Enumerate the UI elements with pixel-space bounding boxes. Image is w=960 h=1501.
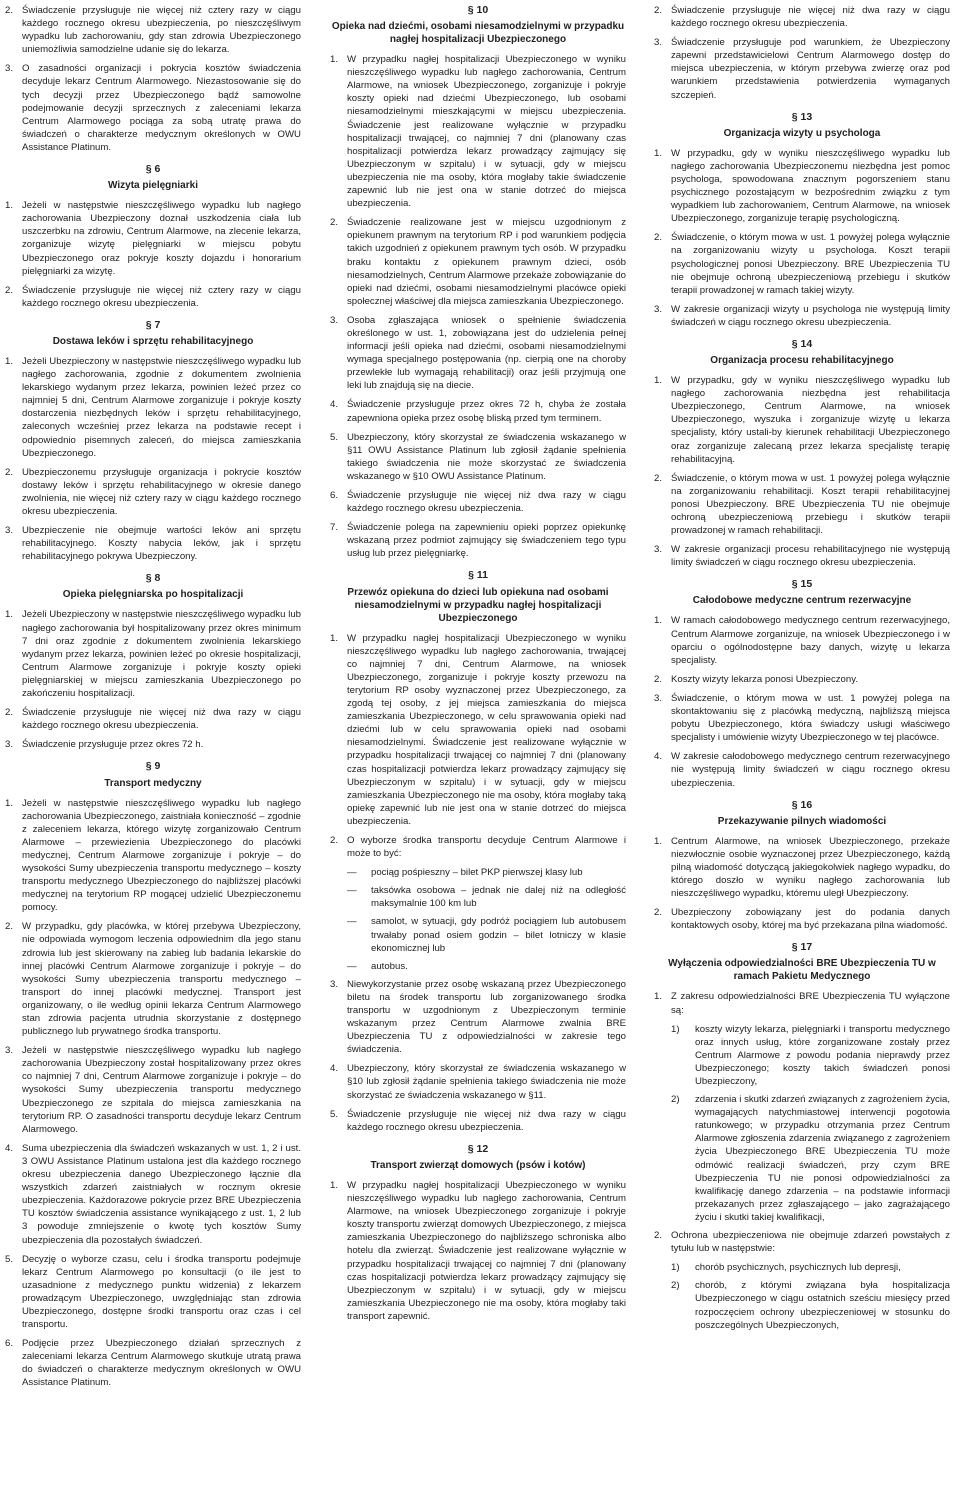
- item-number: 1.: [330, 632, 339, 644]
- list-item: [5, 524, 301, 563]
- item-text: Świadczenie przysługuje nie więcej niż dwa razy w ciągu każdego rocznego okresu ubezpieczenia.: [22, 707, 301, 732]
- item-number: 2.: [654, 232, 663, 244]
- item-number: 4.: [5, 1142, 14, 1154]
- sub-item-text: koszty wizyty lekarza, pielęgniarki i transportu medycznego oraz innych usług, które zorganizowane zostały przez Centrum Alarmowe z powodu podania nieprawdy przez Ubezpieczonego; koszty takich świadczeń ponosi Ubezpieczony,: [695, 1023, 950, 1087]
- list-item: [654, 614, 950, 666]
- item-text: Ubezpieczenie nie obejmuje wartości leków ani sprzętu rehabilitacyjnego. Koszty nabycia leków, jak i sprzętu rehabilitacyjnego pokrywa Ubezpieczony.: [22, 525, 301, 563]
- item-text: Jeżeli w następstwie nieszczęśliwego wypadku lub nagłego zachorowania Ubezpieczonego, zaistniała konieczność – zgodnie z zaleceniem lekarza, którego wizytę zorganizowało Centrum Alarmowe – przewiezienia Ubezpieczonego do placówki medycznej, Centrum Alarmowe zorganizuje i pokryje – do wysokości Sumy ubezpieczenia transportu medycznego – koszty transportu medycznego Ubezpieczonego do najbliższej placówki medycznej na terytorium RP mogącej udzielić Ubezpieczonemu pomocy.: [22, 797, 301, 914]
- item-text: Świadczenie przysługuje pod warunkiem, że Ubezpieczony zapewni przedstawicielowi Centrum Alarmowego dostęp do miejsca ubezpieczenia, w którym przebywa zwierzę oraz pod warunkiem przedstawienia potwierdzenia wymaganych szczepień.: [671, 37, 950, 101]
- list-item: [330, 53, 626, 210]
- list-item: [330, 314, 626, 393]
- section-title: Wizyta pielęgniarki: [108, 180, 198, 192]
- dash-marker: —: [347, 960, 357, 972]
- item-number: 2.: [5, 5, 14, 16]
- item-text: Osoba zgłaszająca wniosek o spełnienie świadczenia określonego w ust. 1, zobowiązana jest do udzielenia pełnej informacji jeśli opieka nad dziećmi, osobami niesamodzielnymi wymaga specjalnego postępowania (np. cierpią one na choroby przewlekłe lub wymagają rehabilitacji) oraz jeśli przyjmują one leki lub znajdują się na diecie.: [347, 314, 626, 392]
- section-number: § 16: [791, 798, 813, 811]
- item-text: Świadczenie przysługuje nie więcej niż dwa razy w ciągu każdego rocznego okresu ubezpieczenia.: [347, 1108, 626, 1133]
- list-item: [330, 1108, 626, 1134]
- item-text: W przypadku nagłej hospitalizacji Ubezpieczonego w wyniku nieszczęśliwego wypadku lub nagłego zachorowania, Centrum Alarmowe, na wniosek Ubezpieczonego, zorganizuje i pokryje koszty opieki nad dziećmi Ubezpieczonego, lub osobami niesamodzielnymi mieszkającymi w miejscu ubezpieczenia. Świadczenie jest realizowane wyłącznie w przypadku hospitalizacji trwającej, co najmniej 7 dni (planowany czas hospitalizacji potwierdza lekarz prowadzący zajmujący się Ubezpieczonym w szpitalu) i w sytuacji, gdy w miejscu ubezpieczenia nie ma osoby, która mogłaby takie świadczenie zapewnić lub nie jest ona w stanie dotrzeć do miejsca ubezpieczenia.: [347, 54, 626, 210]
- dash-marker: —: [347, 916, 357, 928]
- list-item: [654, 750, 950, 789]
- sub-list-item: [671, 1023, 950, 1088]
- item-text: Ubezpieczony, który skorzystał ze świadczenia wskazanego w §10 lub zgłosił żądanie spełnienia takiego świadczenia nie może skorzystać ze świadczenia wskazanego w §11.: [347, 1063, 626, 1101]
- sub-item-number: 1): [671, 1262, 680, 1274]
- item-number: 2.: [330, 217, 339, 229]
- item-text: O zasadności organizacji i pokrycia kosztów świadczenia decyduje lekarz Centrum Alarmowego. Niezastosowanie się do tych decyzji przez Ubezpieczonego bądź samowolne podejmowanie decyzji sprzecznych z zaleceniami lekarza Centrum Alarmowego pociąga za sobą utratę prawa do świadczeń o charakterze medycznym określonych w OWU Assistance Platinum.: [22, 63, 301, 153]
- section-number: § 11: [468, 569, 488, 582]
- item-number: 1.: [654, 615, 663, 627]
- item-number: 6.: [5, 1338, 14, 1350]
- column-left: [5, 4, 301, 1396]
- item-number: 1.: [5, 355, 14, 367]
- sub-item-text: chorób psychicznych, psychicznych lub depresji,: [695, 1262, 901, 1274]
- item-text: Świadczenie przysługuje nie więcej niż cztery razy w ciągu każdego rocznego okresu ubezpieczenia, po nieszczęśliwym wypadku lub zachorowaniu, gdy stan zdrowia Ubezpieczonego uniemożliwia samodzielne udanie się do lekarza.: [22, 5, 301, 56]
- item-number: 3.: [330, 978, 339, 990]
- item-number: 2.: [5, 466, 14, 478]
- item-number: 2.: [654, 1230, 663, 1242]
- list-item: [5, 738, 301, 751]
- section-heading-13: [654, 111, 950, 140]
- item-text: Ubezpieczony zobowiązany jest do podania danych kontaktowych osoby, której ma być przekazana pilna wiadomość.: [671, 907, 950, 932]
- sub-list-item: [671, 1261, 950, 1274]
- column-right: [654, 4, 950, 1337]
- list-item: [5, 1044, 301, 1136]
- item-text: Niewykorzystanie przez osobę wskazaną przez Ubezpieczonego biletu na środek transportu lub zorganizowanego środka transportu w uzgodnionym z Ubezpieczonym terminie wskazanym przez Centrum Alarmowe zwalnia BRE Ubezpieczenia TU z odpowiedzialności w zakresie tego świadczenia.: [347, 978, 626, 1056]
- sub-item-number: 2): [671, 1094, 680, 1106]
- section-number: § 17: [791, 941, 813, 954]
- sub-list: [654, 1023, 950, 1224]
- item-text: Świadczenie przysługuje przez okres 72 h, chyba że została zapewniona opieka przez osobę bliską przed tym terminem.: [347, 399, 626, 424]
- item-number: 3.: [330, 314, 339, 326]
- section-number: § 6: [145, 163, 161, 176]
- item-number: 3.: [5, 63, 14, 75]
- list-item: [5, 1337, 301, 1389]
- dash-list-item: [347, 960, 626, 973]
- item-number: 1.: [5, 797, 14, 809]
- list-item: [5, 4, 301, 56]
- list-item: [330, 431, 626, 483]
- section-number: § 7: [145, 318, 161, 331]
- item-number: 2.: [5, 284, 14, 296]
- list-item: [330, 1179, 626, 1323]
- item-text: Świadczenie przysługuje nie więcej niż dwa razy w ciągu każdego rocznego okresu ubezpieczenia.: [347, 490, 626, 515]
- item-number: 5.: [330, 1108, 339, 1120]
- list-item: [654, 835, 950, 900]
- list-item: [654, 543, 950, 569]
- item-text: Ubezpieczony, który skorzystał ze świadczenia wskazanego w §11 OWU Assistance Platinum lub zgłosił żądanie spełnienia takiego świadczenia nie może skorzystać ze świadczenia wskazanego w §10 OWU Assistance Platinum.: [347, 431, 626, 482]
- section-number: § 9: [145, 760, 161, 773]
- item-text: W zakresie organizacji procesu rehabilitacyjnego nie występują limity świadczeń w ciągu rocznego okresu ubezpieczenia.: [671, 544, 950, 569]
- section-title: Opieka nad dziećmi, osobami niesamodzielnymi w przypadku nagłej hospitalizacji Ubezpieczonego: [331, 21, 625, 46]
- section-heading-17: [654, 941, 950, 983]
- section-heading-12: [330, 1143, 626, 1172]
- item-number: 6.: [330, 490, 339, 501]
- section-heading-7: [5, 319, 301, 348]
- dash-item-text: samolot, w sytuacji, gdy podróż pociągiem lub autobusem trwałaby ponad osiem godzin – bilet lotniczy w klasie ekonomicznej lub: [371, 916, 626, 954]
- item-text: W przypadku nagłej hospitalizacji Ubezpieczonego w wyniku nieszczęśliwego wypadku lub nagłego zachorowania, Centrum Alarmowe, na wniosek Ubezpieczonego zorganizuje i pokryje koszty transportu zwierząt domowych Ubezpieczonego, z miejsca zamieszkania Ubezpieczonego do najbliższego schroniska albo hotelu dla zwierząt. Świadczenie jest realizowane wyłącznie w przypadku hospitalizacji trwającej co najmniej 7 dni (planowany czas hospitalizacji potwierdza lekarz prowadzący zajmujący się Ubezpieczonym w szpitalu) i w sytuacji, gdy w miejscu zamieszkania Ubezpieczonego nie ma osoby, która mogłaby taki transport zapewnić.: [347, 1179, 626, 1322]
- item-text: Świadczenie przysługuje przez okres 72 h.: [22, 739, 204, 751]
- section-number: § 13: [791, 110, 813, 123]
- item-number: 2.: [330, 834, 339, 846]
- item-text: Ubezpieczonemu przysługuje organizacja i pokrycie kosztów dostawy leków i sprzętu rehabilitacyjnego w okresie danego zwolnienia, nie więcej niż cztery razy w ciągu każdego rocznego okresu ubezpieczenia.: [22, 466, 301, 517]
- item-text: Ochrona ubezpieczeniowa nie obejmuje zdarzeń powstałych z tytułu lub w następstwie:: [671, 1230, 950, 1255]
- sub-item-number: 1): [671, 1023, 680, 1035]
- list-item: [654, 990, 950, 1016]
- dash-list: [330, 866, 626, 973]
- item-number: 1.: [654, 991, 663, 1003]
- column-middle: [330, 4, 626, 1329]
- item-text: Z zakresu odpowiedzialności BRE Ubezpieczenia TU wyłączone są:: [671, 991, 950, 1016]
- section-number: § 14: [791, 337, 813, 350]
- dash-item-text: pociąg pośpieszny – bilet PKP pierwszej klasy lub: [371, 867, 583, 879]
- list-item: [5, 466, 301, 518]
- item-number: 3.: [654, 303, 663, 315]
- item-text: Decyzję o wyborze czasu, celu i środka transportu podejmuje lekarz Centrum Alarmowego po konsultacji (o ile jest to uzasadnione z medycznego punktu widzenia) z lekarzem prowadzącym Ubezpieczonego, uwzględniając stan zdrowia Ubezpieczonego, dostępne środki transportu oraz czas i cel transportu.: [22, 1253, 301, 1331]
- item-number: 3.: [5, 525, 14, 537]
- list-item: [330, 834, 626, 860]
- list-item: [654, 673, 950, 686]
- dash-item-text: taksówka osobowa – jednak nie dalej niż na odległość maksymalnie 100 km lub: [371, 885, 626, 910]
- sub-item-number: 2): [671, 1280, 680, 1292]
- item-text: W przypadku nagłej hospitalizacji Ubezpieczonego w wyniku nieszczęśliwego wypadku lub nagłego zachorowania, trwającej co najmniej 7 dni, Centrum Alarmowe, na wniosek Ubezpieczonego, zorganizuje i pokryje koszty przewozu na terytorium RP osoby wyznaczonej przez Ubezpieczonego, za zgodą tej osoby, z jej miejsca zamieszkania do miejsca zamieszkania Ubezpieczonego, w celu sprawowania opieki nad dziećmi lub w celu sprawowania opieki nad osobami niesamodzielnymi. Świadczenie jest realizowane wyłącznie w przypadku hospitalizacji trwającej co najmniej 7 dni (planowany czas hospitalizacji potwierdza lekarz prowadzący zajmujący się Ubezpieczonym w szpitalu) i w sytuacji, gdy w miejscu zamieszkania Ubezpieczonego nie ma osoby, która mogłaby taką opiekę zapewnić lub nie jest ona w stanie dotrzeć do miejsca ubezpieczenia.: [347, 632, 626, 827]
- item-text: O wyborze środka transportu decyduje Centrum Alarmowe i może to być:: [347, 834, 626, 860]
- item-text: Świadczenie, o którym mowa w ust. 1 powyżej polega wyłącznie na zorganizowaniu wizyty u psychologa. Koszt terapii psychologicznej ponosi Ubezpieczony. BRE Ubezpieczenia TU nie obejmuje ochroną ubezpieczeniową przebiegu i skutków terapii prowadzonej w ramach takiej wizyty.: [671, 232, 950, 296]
- item-number: 3.: [5, 739, 14, 751]
- list-item: [5, 706, 301, 732]
- list-item: [330, 489, 626, 515]
- list-item: [654, 147, 950, 226]
- section-heading-6: [5, 163, 301, 192]
- item-number: 2.: [654, 673, 663, 685]
- section-title: Opieka pielęgniarska po hospitalizacji: [62, 589, 244, 601]
- section-title: Organizacja wizyty u psychologa: [723, 127, 881, 139]
- dash-item-text: autobus.: [371, 960, 408, 972]
- item-number: 3.: [654, 692, 663, 704]
- list-item: [5, 608, 301, 700]
- item-text: W przypadku, gdy w wyniku nieszczęśliwego wypadku lub nagłego zachorowania niezbędna jest rehabilitacja Ubezpieczonego, Centrum Alarmowe, na wniosek Ubezpieczonego, wyszuka i zorganizuje wizytę u lekarza specjalisty, który ustali-by kierunek rehabilitacji Ubezpieczonego oraz zorganizuje zalecaną przez lekarza specjalistę terapię rehabilitacyjną.: [671, 375, 950, 465]
- item-number: 4.: [330, 399, 339, 411]
- list-item: [330, 978, 626, 1057]
- item-number: 5.: [5, 1253, 14, 1265]
- list-item: [654, 374, 950, 466]
- section-title: Organizacja procesu rehabilitacyjnego: [710, 355, 894, 367]
- item-number: 1.: [5, 609, 14, 621]
- item-number: 2.: [654, 472, 663, 484]
- item-number: 4.: [330, 1063, 339, 1075]
- dash-list-item: [347, 915, 626, 954]
- sub-item-text: chorób, z którymi związana była hospitalizacja Ubezpieczonego w ciągu ostatnich sześciu miesięcy przed rozpoczęciem ochrony ubezpieczeniowej w stosunku do poszczególnych Ubezpieczonych,: [695, 1280, 950, 1331]
- section-heading-15: [654, 578, 950, 607]
- list-item: [654, 36, 950, 101]
- item-text: Świadczenie przysługuje nie więcej niż dwa razy w ciągu każdego rocznego okresu ubezpieczenia.: [671, 5, 950, 30]
- list-item: [654, 4, 950, 30]
- section-title: Wyłączenia odpowiedzialności BRE Ubezpieczenia TU w ramach Pakietu Medycznego: [668, 958, 936, 983]
- list-item: [330, 398, 626, 424]
- item-number: 5.: [330, 431, 339, 443]
- section-heading-16: [654, 799, 950, 828]
- section-heading-14: [654, 338, 950, 367]
- list-item: [5, 797, 301, 915]
- item-number: 3.: [654, 37, 663, 49]
- item-text: Jeżeli Ubezpieczony w następstwie nieszczęśliwego wypadku lub nagłego zachorowania był hospitalizowany przez okres minimum 7 dni oraz zgodnie z dokumentem zwolnienia lekarskiego wydanym przez lekarza, powinien leżeć po okresie hospitalizacji, Centrum Alarmowe zorganizuje i pokryje koszty opieki pielęgniarskiej w miejscu zamieszkania Ubezpieczonego po zakończeniu hospitalizacji.: [22, 609, 301, 700]
- item-text: Świadczenie realizowane jest w miejscu uzgodnionym z opiekunem prawnym na terytorium RP i pod warunkiem podjęcia takich uzgodnień z opiekunem prawnym tych osób. W przypadku braku kontaktu z opiekunem prawnym dzieci, osób niesamodzielnych, Centrum Alarmowe przekaże zobowiązanie do opieki nad dziećmi, osobami niesamodzielnymi placówce opieki społecznej właściwej dla miejsca zamieszkania Ubezpieczonego.: [347, 217, 626, 307]
- dash-list-item: [347, 884, 626, 910]
- item-text: Centrum Alarmowe, na wniosek Ubezpieczonego, przekaże niezwłocznie osobie wyznaczonej przez Ubezpieczonego, każdą pilną wiadomość dotyczącą jakiegokolwiek nagłego wypadku, do którego doszło w wyniku nagłego zachorowania lub nieszczęśliwego wypadku, któremu uległ Ubezpieczony.: [671, 835, 950, 900]
- section-title: Transport medyczny: [104, 777, 202, 789]
- item-number: 4.: [654, 751, 663, 763]
- section-heading-9: [5, 760, 301, 789]
- sub-list-item: [671, 1093, 950, 1224]
- section-title: Przekazywanie pilnych wiadomości: [717, 815, 887, 827]
- item-text: W zakresie organizacji wizyty u psychologa nie występują limity świadczeń w ciągu rocznego okresu ubezpieczenia.: [671, 303, 950, 328]
- dash-marker: —: [347, 885, 357, 897]
- list-item: [654, 692, 950, 744]
- list-item: [654, 906, 950, 932]
- list-item: [330, 632, 626, 828]
- item-number: 1.: [5, 200, 14, 212]
- item-text: Świadczenie, o którym mowa w ust. 1 powyżej polega wyłącznie na zorganizowaniu rehabilitacji. Koszt terapii rehabilitacyjnej ponosi Ubezpieczony. BRE Ubezpieczenia TU nie obejmuje ochroną ubezpieczeniową przebiegu i skutków terapii prowadzonej w ramach rehabilitacji.: [671, 472, 950, 537]
- item-number: 3.: [654, 544, 663, 556]
- section-heading-8: [5, 572, 301, 601]
- item-text: Jeżeli w następstwie nieszczęśliwego wypadku lub nagłego zachorowania Ubezpieczony doznał uszkodzenia ciała lub uszczerbku na zdrowiu, Centrum Alarmowe, na zlecenie lekarza, zorganizuje wizytę pielęgniarki w miejscu pobytu Ubezpieczonego oraz pokryje koszty dojazdu i honorarium pielęgniarki za wizytę.: [22, 200, 301, 277]
- list-item: [5, 1253, 301, 1332]
- section-number: § 15: [791, 578, 813, 591]
- section-title: Całodobowe medyczne centrum rezerwacyjne: [692, 595, 912, 607]
- list-item: [654, 1229, 950, 1255]
- item-number: 1.: [654, 147, 663, 159]
- list-item: [330, 521, 626, 560]
- list-item: [5, 284, 301, 310]
- sub-list: [654, 1261, 950, 1331]
- item-text: W przypadku, gdy placówka, w której przebywa Ubezpieczony, nie odpowiada wymogom leczenia odpowiednim dla jego stanu zdrowia lub jest skierowany na zabieg lub badania lekarskie do innej placówki Centrum Alarmowe zorganizuje i pokryje – do wysokości Sumy ubezpieczenia transportu medycznego – transport do innej placówki medycznej. Transport jest organizowany, o ile według opinii lekarza Centrum Alarmowego stan zdrowia pacjenta utrudnia skorzystanie z dostępnego publicznego lub prywatnego środka transportu.: [22, 921, 301, 1038]
- item-number: 2.: [654, 5, 663, 16]
- item-number: 1.: [330, 54, 339, 66]
- section-number: § 8: [145, 572, 161, 585]
- item-number: 1.: [654, 375, 663, 387]
- list-item: [654, 472, 950, 537]
- list-item: [5, 199, 301, 278]
- item-text: Świadczenie polega na zapewnieniu opieki poprzez opiekunkę wskazaną przez podmiot zajmujący się świadczeniem tego typu usług lub przez pielęgniarkę.: [347, 522, 626, 560]
- item-text: W ramach całodobowego medycznego centrum rezerwacyjnego, Centrum Alarmowe zorganizuje, na wniosek Ubezpieczonego i w oparciu o ogólnodostępne bazy danych, wizytę u lekarza specjalisty.: [671, 615, 950, 666]
- item-number: 7.: [330, 522, 339, 534]
- item-text: Podjęcie przez Ubezpieczonego działań sprzecznych z zaleceniami lekarza Centrum Alarmowego skutkuje utratą prawa do świadczeń o charakterze medycznym określonych w OWU Assistance Platinum.: [22, 1338, 301, 1389]
- item-text: Świadczenie, o którym mowa w ust. 1 powyżej polega na skontaktowaniu się z placówką medyczną, najbliższą miejsca pobytu Ubezpieczonego, która świadczy usługi właściwego specjalisty i umówienie wizyty Ubezpieczonego w tej placówce.: [671, 692, 950, 744]
- list-item: [654, 303, 950, 329]
- item-text: Jeżeli w następstwie nieszczęśliwego wypadku lub nagłego zachorowania Ubezpieczony został hospitalizowany przez okres co najmniej 7 dni, Centrum Alarmowe zorganizuje i pokryje – do wysokości Sumy ubezpieczenia transportu medycznego Ubezpieczonego ze szpitala do miejsca zamieszkania na terytorium RP. O zasadności transportu decyduje lekarz Centrum Alarmowego.: [22, 1045, 301, 1135]
- item-number: 3.: [5, 1045, 14, 1057]
- section-number: § 10: [467, 4, 489, 16]
- list-item: [330, 1062, 626, 1101]
- item-text: Suma ubezpieczenia dla świadczeń wskazanych w ust. 1, 2 i ust. 3 OWU Assistance Platinum ustalona jest dla każdego rocznego okresu ubezpieczenia danego Ubezpieczonego łącznie dla wszystkich zdarzeń zaistniałych w rocznym okresie ubezpieczenia. Każdorazowe pokrycie przez BRE Ubezpieczenia TU kosztów świadczenia assistance wynikającego z ust. 1, 2 lub 3 powoduje zmniejszenie o kwotę tych kosztów Sumy ubezpieczenia dla pozostałych świadczeń.: [22, 1142, 301, 1246]
- item-number: 2.: [5, 921, 14, 933]
- list-item: [5, 62, 301, 154]
- sub-item-text: zdarzenia i skutki zdarzeń związanych z zagrożeniem życia, wymagających natychmiastowej interwencji pogotowia ratunkowego; w przypadku otrzymania przez Centrum Alarmowe zgłoszenia zdarzenia związanego z zagrożeniem życia Ubezpieczonego BRE Ubezpieczenia TU może odmówić realizacji świadczeń, przy czym BRE Ubezpieczenia TU nie ponosi odpowiedzialności za kwalifikację danego zdarzenia – na podstawie informacji przekazanych przez zgłaszającego – jako zagrażającego życiu i skutki takiej kwalifikacji,: [695, 1094, 950, 1223]
- item-number: 2.: [654, 907, 663, 919]
- sub-list-item: [671, 1279, 950, 1331]
- item-number: 1.: [654, 835, 663, 847]
- section-title: Transport zwierząt domowych (psów i kotów): [370, 1159, 586, 1171]
- dash-list-item: [347, 866, 626, 879]
- section-title: Przewóz opiekuna do dzieci lub opiekuna nad osobami niesamodzielnymi w przypadku nagłej hospitalizacji Ubezpieczonego: [347, 586, 609, 624]
- item-number: 1.: [330, 1179, 339, 1191]
- list-item: [5, 1142, 301, 1247]
- item-text: Jeżeli Ubezpieczony w następstwie nieszczęśliwego wypadku lub nagłego zachorowania, zgodnie z dokumentem zwolnienia lekarskiego wydanym przez lekarza, powinien leżeć przez co najmniej 5 dni, Centrum Alarmowe zorganizuje i pokryje koszty dostarczenia niezbędnych leków i sprzętu rehabilitacyjnego, zaleconych wcześniej przez lekarza na podstawie recept i odpowiednio pisemnych zaleceń, do miejsca zamieszkania Ubezpieczonego.: [22, 355, 301, 459]
- item-text: Koszty wizyty lekarza ponosi Ubezpieczony.: [671, 673, 858, 685]
- list-item: [330, 216, 626, 308]
- section-title: Dostawa leków i sprzętu rehabilitacyjnego: [52, 335, 254, 347]
- item-text: W przypadku, gdy w wyniku nieszczęśliwego wypadku lub nagłego zachorowania Ubezpieczonemu niezbędna jest pomoc psychologa, spowodowana znacznym pogorszeniem stanu psychicznego pozostającym w bezpośrednim związku z tym wypadkiem lub zachorowaniem, Centrum Alarmowe, na wniosek Ubezpieczonego, zorganizuje terapię psychologiczną.: [671, 147, 950, 225]
- item-text: W zakresie całodobowego medycznego centrum rezerwacyjnego nie występują limity świadczeń w ciągu rocznego okresu ubezpieczenia.: [671, 751, 950, 789]
- item-number: 2.: [5, 707, 14, 719]
- dash-marker: —: [347, 867, 357, 879]
- section-heading-11: [330, 569, 626, 624]
- section-number: § 12: [467, 1142, 489, 1155]
- list-item: [5, 355, 301, 460]
- item-text: Świadczenie przysługuje nie więcej niż cztery razy w ciągu każdego rocznego okresu ubezpieczenia.: [22, 284, 301, 309]
- list-item: [654, 231, 950, 296]
- list-item: [5, 920, 301, 1038]
- section-heading-10: [330, 4, 626, 46]
